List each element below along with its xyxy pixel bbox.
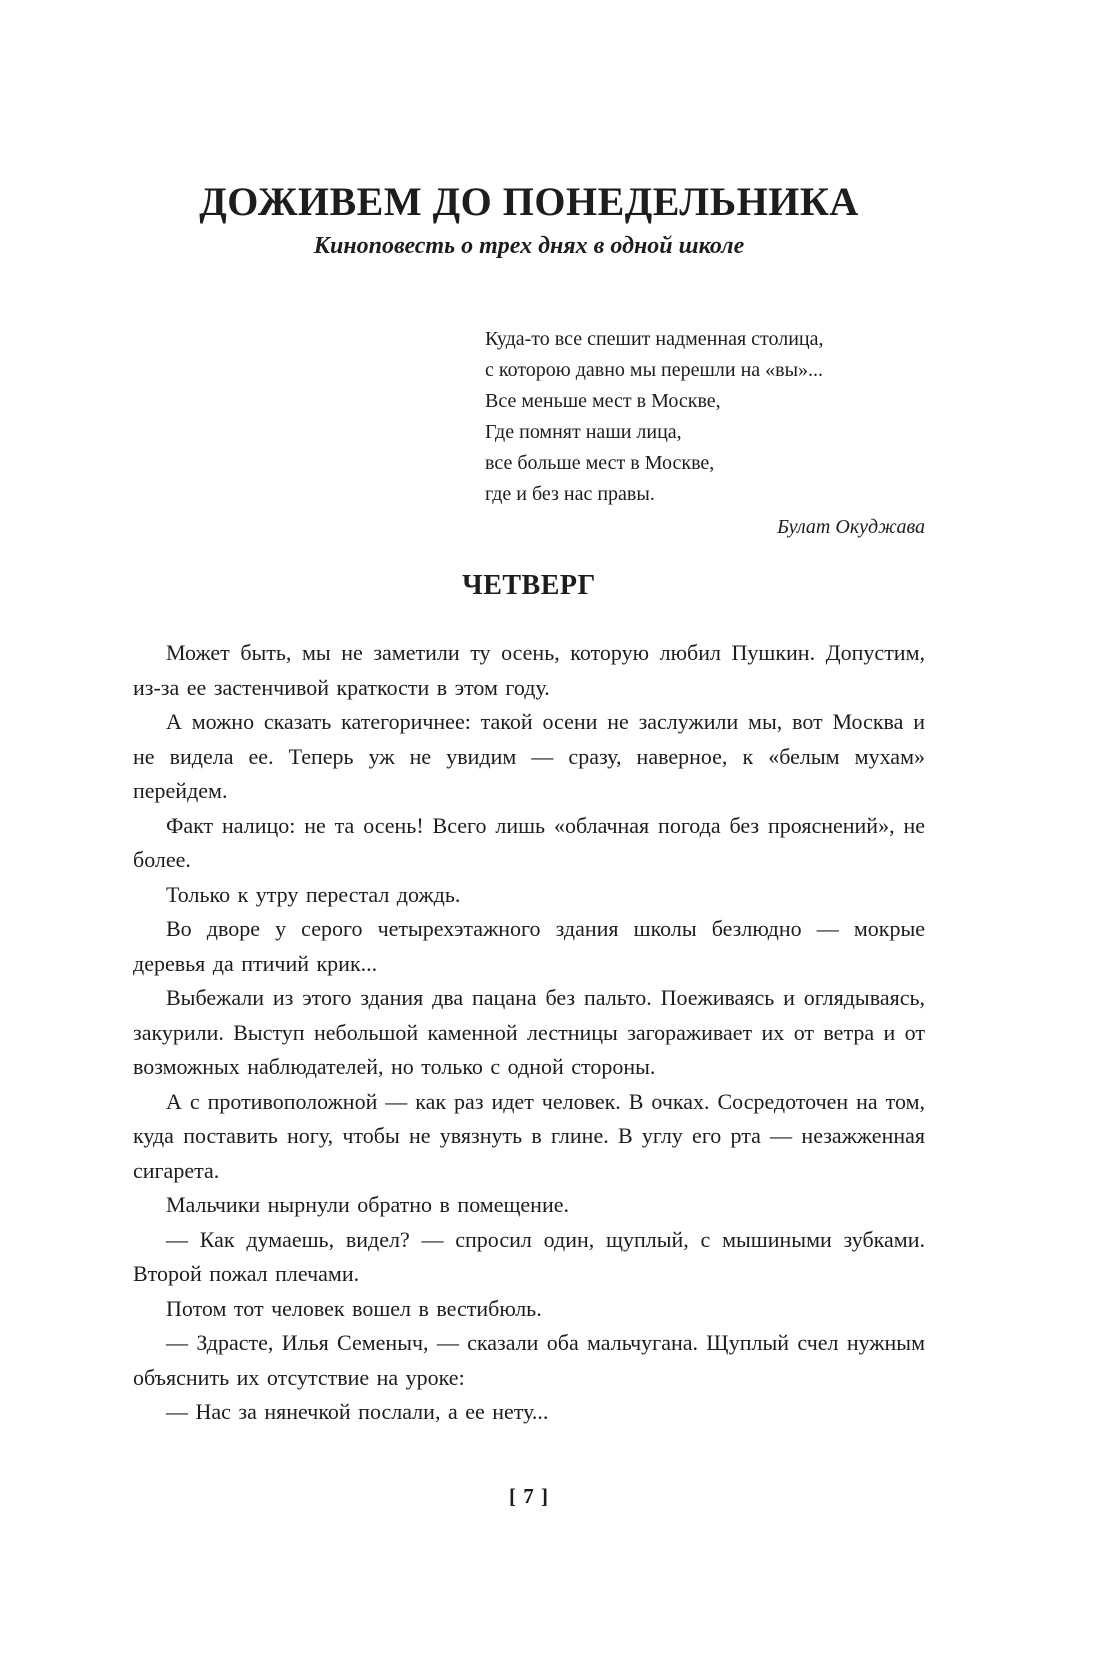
epigraph-line: где и без нас правы. xyxy=(485,483,655,505)
epigraph-line: все больше мест в Москве, xyxy=(485,452,715,474)
paragraph: Только к утру перестал дождь. xyxy=(166,881,461,907)
paragraph: Может быть, мы не заметили ту осень, которую любил Пушкин. Допустим, из-за ее застенчивой краткости в этом году. xyxy=(133,640,925,700)
paragraph: Факт налицо: не та осень! Всего лишь «облачная погода без прояснений», не более. xyxy=(133,812,925,872)
paragraph: — Здрасте, Илья Семеныч, — сказали оба мальчугана. Щуплый счел нужным объяснить их отсутствие на уроке: xyxy=(133,1330,925,1390)
paragraph: Потом тот человек вошел в вестибюль. xyxy=(166,1295,542,1321)
text-column xyxy=(133,0,925,1430)
paragraph: Во дворе у серого четырехэтажного здания школы безлюдно — мокрые деревья да птичий крик... xyxy=(133,916,925,976)
epigraph xyxy=(485,324,925,543)
paragraph: А с противоположной — как раз идет человек. В очках. Сосредоточен на том, куда поставить ногу, чтобы не увязнуть в глине. В углу его рта — незажженная сигарета. xyxy=(133,1088,925,1183)
page-number: [ 7 ] xyxy=(509,1484,549,1508)
epigraph-line: Куда-то все спешит надменная столица, xyxy=(485,328,824,350)
paragraph: Мальчики нырнули обратно в помещение. xyxy=(166,1192,569,1217)
book-subtitle: Киноповесть о трех днях в одной школе xyxy=(313,233,745,259)
epigraph-line: Все меньше мест в Москве, xyxy=(485,390,721,412)
paragraph: А можно сказать категоричнее: такой осени не заслужили мы, вот Москва и не видела ее. Теперь уж не увидим — сразу, наверное, к «белым мухам» перейдем. xyxy=(133,709,925,803)
chapter-heading: ЧЕТВЕРГ xyxy=(462,570,596,601)
book-title: ДОЖИВЕМ ДО ПОНЕДЕЛЬНИКА xyxy=(199,179,859,224)
epigraph-line: Где помнят наши лица, xyxy=(485,421,682,443)
epigraph-line: с которою давно мы перешли на «вы»... xyxy=(485,359,824,381)
paragraph: Выбежали из этого здания два пацана без пальто. Поеживаясь и оглядываясь, закурили. Выступ небольшой каменной лестницы загораживает их от ветра и от возможных наблюдателей, но только с одной стороны. xyxy=(133,985,925,1079)
paragraph: — Как думаешь, видел? — спросил один, щуплый, с мышиными зубками. Второй пожал плечами. xyxy=(133,1226,925,1286)
epigraph-lines xyxy=(485,324,925,510)
body-text xyxy=(133,636,925,1430)
paragraph: — Нас за нянечкой послали, а ее нету... xyxy=(166,1399,549,1424)
epigraph-attribution: Булат Окуджава xyxy=(777,516,925,538)
